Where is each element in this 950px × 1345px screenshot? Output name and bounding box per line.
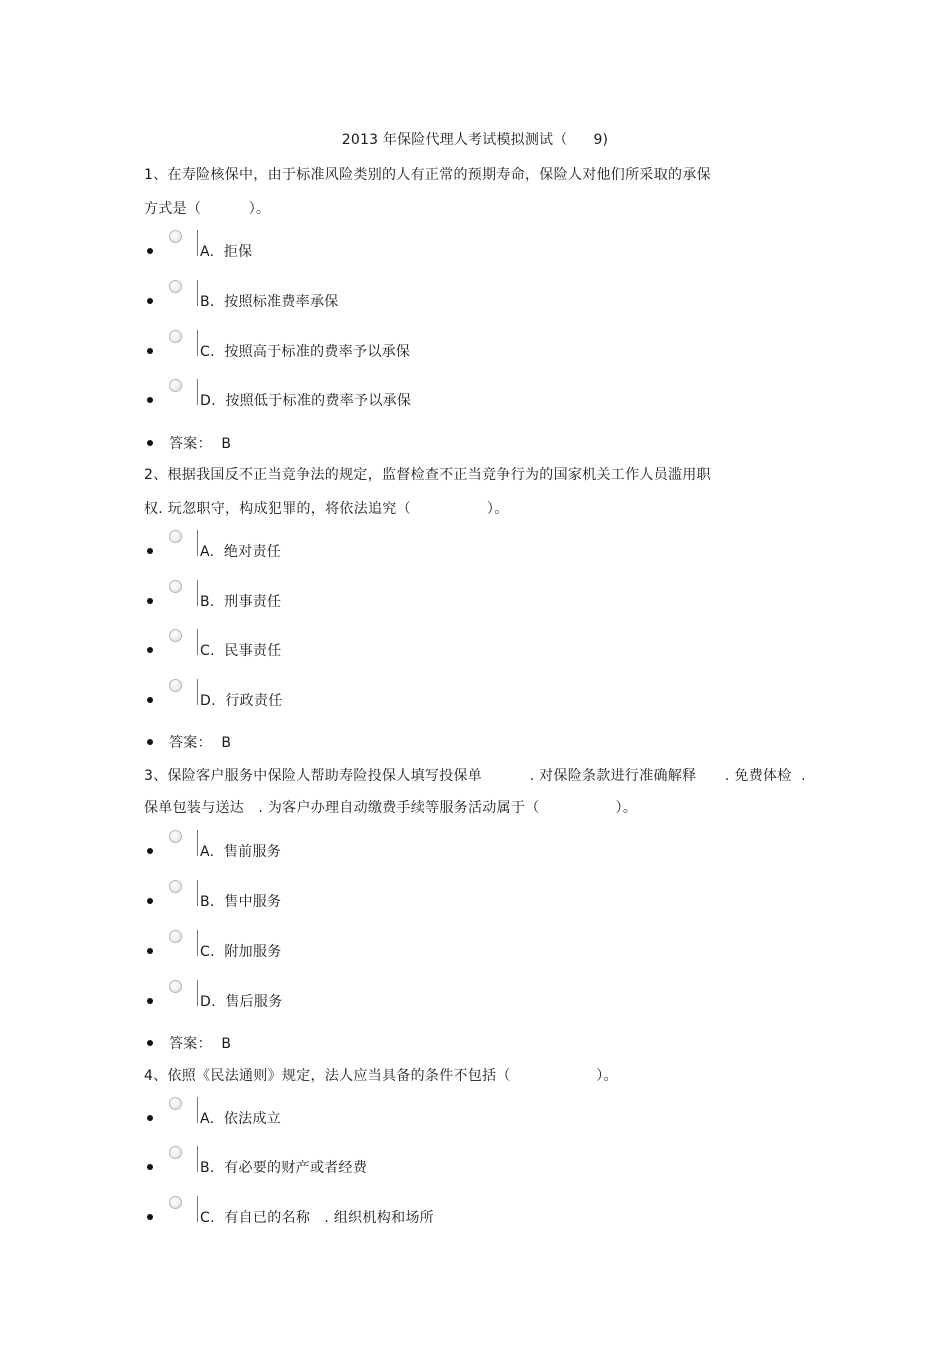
radio-button[interactable] bbox=[169, 1097, 182, 1110]
bullet-icon bbox=[147, 948, 153, 954]
bullet-icon bbox=[147, 397, 153, 403]
question-3-option-a[interactable] bbox=[145, 830, 545, 870]
divider bbox=[197, 1146, 198, 1172]
radio-button[interactable] bbox=[169, 230, 182, 243]
option-label: A. 绝对责任 bbox=[200, 544, 282, 560]
divider bbox=[197, 679, 198, 705]
question-2-line-2: 权. 玩忽职守，构成犯罪的，将依法追究（ ）。 bbox=[144, 501, 509, 517]
radio-button[interactable] bbox=[169, 530, 182, 543]
bullet-icon bbox=[147, 1164, 153, 1170]
question-1-option-b[interactable] bbox=[145, 280, 545, 320]
answer-value: B bbox=[221, 436, 232, 452]
bullet-icon bbox=[147, 598, 153, 604]
answer-label: 答案： bbox=[169, 1036, 212, 1052]
radio-button[interactable] bbox=[169, 830, 182, 843]
bullet-icon bbox=[147, 898, 153, 904]
option-label: B. 刑事责任 bbox=[200, 594, 282, 610]
question-2-line-1: 2、根据我国反不正当竞争法的规定，监督检查不正当竞争行为的国家机关工作人员滥用职 bbox=[144, 467, 711, 483]
radio-button[interactable] bbox=[169, 1146, 182, 1159]
question-3-answer bbox=[145, 1033, 345, 1053]
divider bbox=[197, 280, 198, 306]
bullet-icon bbox=[147, 739, 153, 745]
divider bbox=[197, 379, 198, 405]
option-label: C. 附加服务 bbox=[200, 944, 282, 960]
radio-button[interactable] bbox=[169, 679, 182, 692]
radio-button[interactable] bbox=[169, 880, 182, 893]
question-4-option-c[interactable] bbox=[145, 1196, 545, 1236]
option-label: B. 有必要的财产或者经费 bbox=[200, 1160, 368, 1176]
bullet-icon bbox=[147, 998, 153, 1004]
question-2-option-a[interactable] bbox=[145, 530, 545, 570]
radio-button[interactable] bbox=[169, 980, 182, 993]
question-1-line-2: 方式是（ ）。 bbox=[144, 201, 271, 217]
radio-button[interactable] bbox=[169, 330, 182, 343]
radio-button[interactable] bbox=[169, 580, 182, 593]
bullet-icon bbox=[147, 848, 153, 854]
radio-button[interactable] bbox=[169, 629, 182, 642]
page-title bbox=[0, 129, 950, 149]
divider bbox=[197, 580, 198, 606]
divider bbox=[197, 1196, 198, 1222]
question-1-option-a[interactable] bbox=[145, 230, 545, 270]
bullet-icon bbox=[147, 1040, 153, 1046]
question-4-option-b[interactable] bbox=[145, 1146, 545, 1186]
bullet-icon bbox=[147, 647, 153, 653]
question-1-option-d[interactable] bbox=[145, 379, 545, 419]
divider bbox=[197, 629, 198, 655]
title-number: 9) bbox=[593, 132, 609, 148]
divider bbox=[197, 830, 198, 856]
question-3-line-1: 3、保险客户服务中保险人帮助寿险投保人填写投保单 . 对保险条款进行准确解释 . 免费体检 . bbox=[144, 768, 806, 784]
question-2-option-b[interactable] bbox=[145, 580, 545, 620]
radio-button[interactable] bbox=[169, 280, 182, 293]
bullet-icon bbox=[147, 298, 153, 304]
option-label: D. 售后服务 bbox=[200, 994, 283, 1010]
question-2-answer bbox=[145, 732, 345, 752]
bullet-icon bbox=[147, 1115, 153, 1121]
option-label: B. 按照标准费率承保 bbox=[200, 294, 339, 310]
bullet-icon bbox=[147, 248, 153, 254]
question-1-answer bbox=[145, 433, 345, 453]
question-3-option-c[interactable] bbox=[145, 930, 545, 970]
divider bbox=[197, 880, 198, 906]
title-text: 年保险代理人考试模拟测试（ bbox=[382, 132, 568, 148]
bullet-icon bbox=[147, 440, 153, 446]
option-label: C. 有自已的名称 . 组织机构和场所 bbox=[200, 1210, 434, 1226]
bullet-icon bbox=[147, 548, 153, 554]
answer-value: B bbox=[221, 1036, 232, 1052]
answer-value: B bbox=[221, 735, 232, 751]
question-3-option-b[interactable] bbox=[145, 880, 545, 920]
divider bbox=[197, 530, 198, 556]
divider bbox=[197, 230, 198, 256]
question-2-option-c[interactable] bbox=[145, 629, 545, 669]
bullet-icon bbox=[147, 697, 153, 703]
radio-button[interactable] bbox=[169, 379, 182, 392]
bullet-icon bbox=[147, 348, 153, 354]
option-label: C. 按照高于标准的费率予以承保 bbox=[200, 344, 411, 360]
radio-button[interactable] bbox=[169, 1196, 182, 1209]
question-2-option-d[interactable] bbox=[145, 679, 545, 719]
option-label: D. 行政责任 bbox=[200, 693, 283, 709]
option-label: C. 民事责任 bbox=[200, 643, 282, 659]
answer-label: 答案： bbox=[169, 436, 212, 452]
question-3-option-d[interactable] bbox=[145, 980, 545, 1020]
divider bbox=[197, 330, 198, 356]
bullet-icon bbox=[147, 1214, 153, 1220]
divider bbox=[197, 1097, 198, 1123]
title-year: 2013 bbox=[341, 132, 379, 148]
option-label: A. 拒保 bbox=[200, 244, 253, 260]
question-4-option-a[interactable] bbox=[145, 1097, 545, 1137]
question-4-line-1: 4、依照《民法通则》规定，法人应当具备的条件不包括（ ）。 bbox=[144, 1068, 618, 1084]
question-1-line-1: 1、在寿险核保中，由于标准风险类别的人有正常的预期寿命，保险人对他们所采取的承保 bbox=[144, 167, 711, 183]
option-label: A. 售前服务 bbox=[200, 844, 282, 860]
option-label: D. 按照低于标准的费率予以承保 bbox=[200, 393, 412, 409]
option-label: A. 依法成立 bbox=[200, 1111, 282, 1127]
answer-label: 答案： bbox=[169, 735, 212, 751]
divider bbox=[197, 980, 198, 1006]
option-label: B. 售中服务 bbox=[200, 894, 282, 910]
divider bbox=[197, 930, 198, 956]
question-3-line-2: 保单包装与送达 . 为客户办理自动缴费手续等服务活动属于（ ）。 bbox=[144, 800, 638, 816]
question-1-option-c[interactable] bbox=[145, 330, 545, 370]
radio-button[interactable] bbox=[169, 930, 182, 943]
